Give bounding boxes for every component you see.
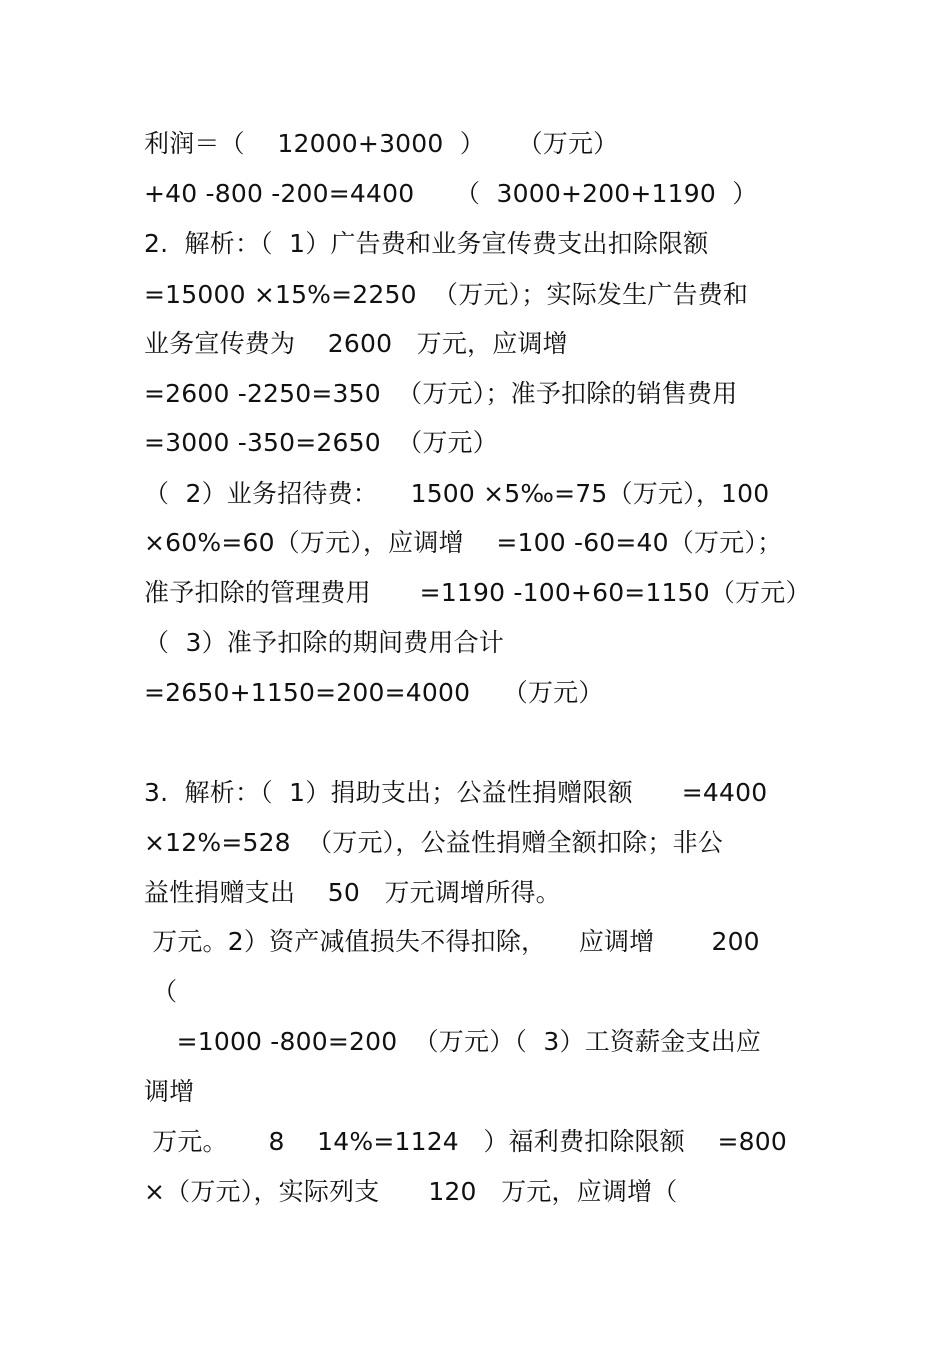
text-line: 准予扣除的管理费用 =1190 -100+60=1150（万元） (144, 578, 811, 607)
text-line: 万元。2）资产减值损失不得扣除， 应调增 200 (144, 927, 760, 956)
text-line: ×（万元），实际列支 120 万元，应调增（ (144, 1177, 678, 1206)
text-line: 万元。 8 14%=1124 ）福利费扣除限额 =800 (144, 1127, 788, 1156)
text-line: =15000 ×15%=2250 （万元）；实际发生广告费和 (144, 280, 749, 309)
text-line: =1000 -800=200 （万元）（ 3）工资薪金支出应 (144, 1027, 762, 1056)
text-line: ×12%=528 （万元），公益性捐赠全额扣除；非公 (144, 828, 723, 857)
text-line: 业务宣传费为 2600 万元，应调增 (144, 329, 568, 358)
text-line: =2650+1150=200=4000 （万元） (144, 678, 604, 707)
text-line: +40 -800 -200=4400 （ 3000+200+1190 ） (144, 179, 758, 208)
text-line: （ 2）业务招待费： 1500 ×5‰=75（万元），100 (144, 479, 770, 508)
text-line: 2. 解析：（ 1）广告费和业务宣传费支出扣除限额 (144, 229, 709, 258)
text-line: （ 3）准予扣除的期间费用合计 (144, 628, 505, 657)
text-line: （ (144, 977, 178, 1006)
text-line: =2600 -2250=350 （万元）；准予扣除的销售费用 (144, 379, 738, 408)
text-line: 益性捐赠支出 50 万元调增所得。 (144, 878, 561, 907)
text-line: 3. 解析：（ 1）捐助支出；公益性捐赠限额 =4400 (144, 778, 768, 807)
text-line: ×60%=60（万元），应调增 =100 -60=40（万元）； (144, 528, 783, 557)
text-line: =3000 -350=2650 （万元） (144, 428, 498, 457)
text-line: 利润＝（ 12000+3000 ） （万元） (144, 129, 619, 158)
text-line: 调增 (144, 1077, 195, 1106)
